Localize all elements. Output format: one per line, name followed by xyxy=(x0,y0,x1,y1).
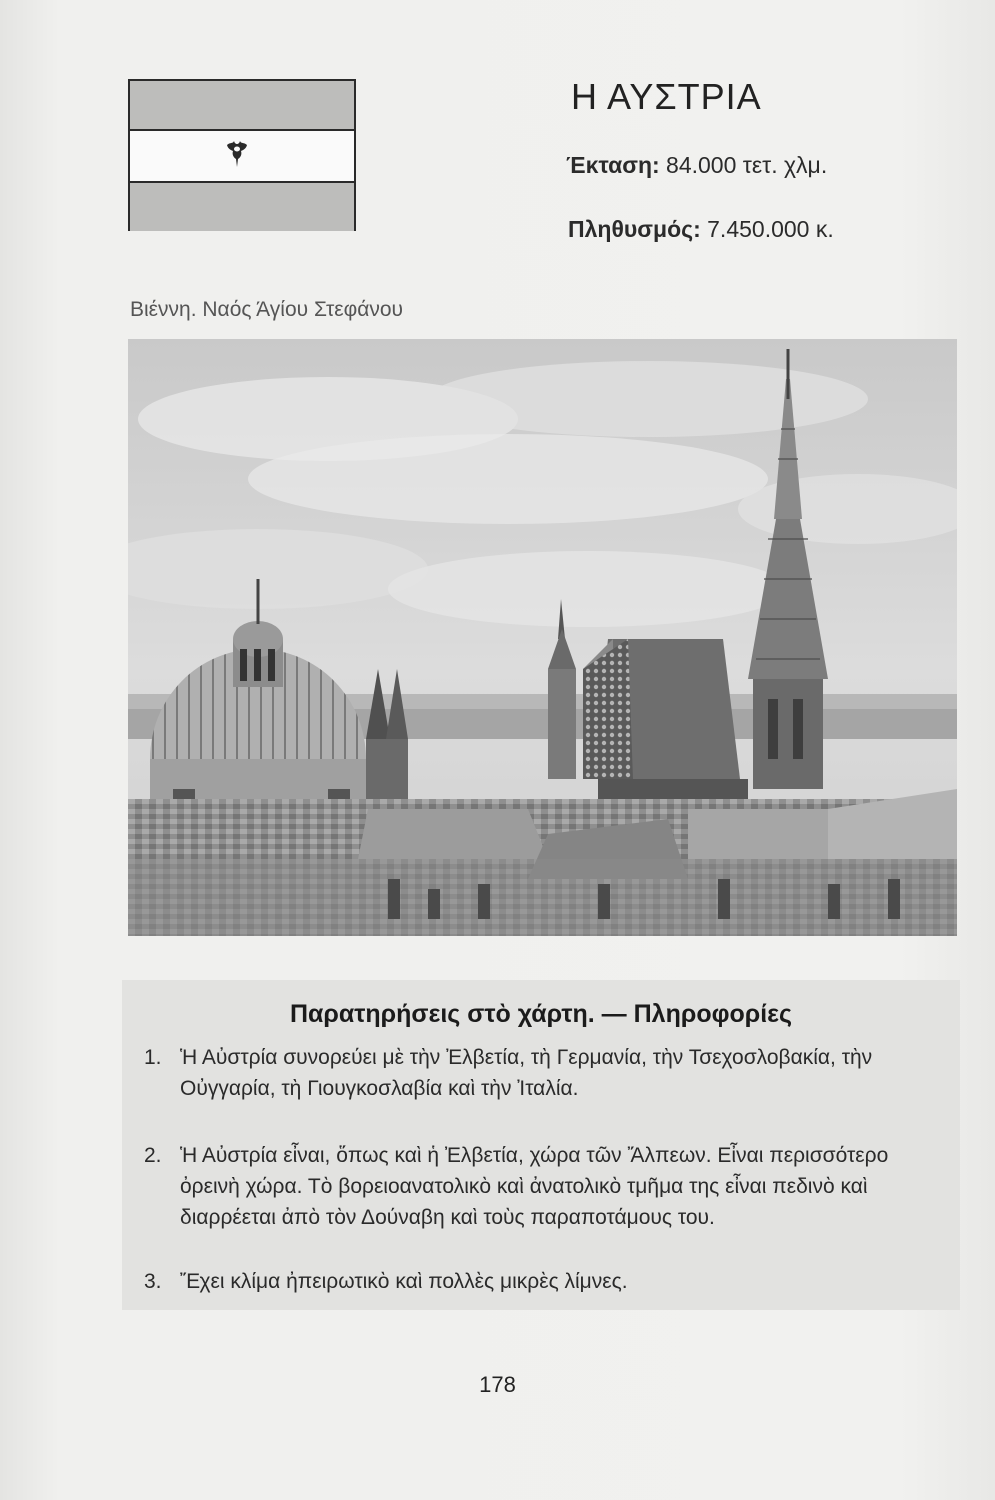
note-number: 2. xyxy=(144,1144,162,1167)
vienna-photo xyxy=(128,339,957,936)
note-item xyxy=(144,1140,945,1233)
population-stat xyxy=(568,216,834,243)
flag-stripe-bottom xyxy=(130,181,354,231)
photo-caption: Βιέννη. Ναός Άγίου Στεφάνου xyxy=(130,298,404,321)
area-stat xyxy=(566,152,827,179)
note-item xyxy=(144,1266,945,1297)
note-number: 1. xyxy=(144,1046,162,1069)
notes-title: Παρατηρήσεις στὸ χάρτη. — Πληροφορίες xyxy=(289,1000,793,1028)
note-item xyxy=(144,1042,945,1104)
page-title: Η ΑΥΣΤΡΙΑ xyxy=(571,76,762,117)
population-value: 7.450.000 κ. xyxy=(707,216,834,242)
page-number: 178 xyxy=(479,1372,516,1397)
eagle-emblem-icon xyxy=(224,139,250,169)
note-number: 3. xyxy=(144,1270,162,1293)
vienna-skyline-illustration xyxy=(128,339,957,936)
notes-section xyxy=(122,980,960,1310)
flag-stripe-top xyxy=(130,81,354,131)
note-text: Ἔχει κλίμα ἠπειρωτικὸ καὶ πολλὲς μικρὲς λίμνες. xyxy=(180,1270,628,1293)
area-value: 84.000 τετ. χλμ. xyxy=(666,152,828,178)
area-label: Έκταση: xyxy=(566,152,660,178)
population-label: Πληθυσμός: xyxy=(568,216,701,242)
note-text: Ἡ Αὐστρία εἶναι, ὅπως καὶ ἡ Ἐλβετία, χώρα τῶν Ἄλπεων. Εἶναι περισσότερο ὀρεινὴ χώρα. Τὸ βορειοανατολικὸ καὶ ἀνατολικὸ τμῆμα της εἶναι πεδινὸ καὶ διαρρέεται ἀπὸ τὸν Δούναβη καὶ τοὺς παραποτάμους του. xyxy=(180,1144,889,1229)
austria-flag xyxy=(128,79,356,231)
note-text: Ἡ Αὐστρία συνορεύει μὲ τὴν Ἐλβετία, τὴ Γερμανία, τὴν Τσεχοσλοβακία, τὴν Οὐγγαρία, τὴ Γιουγκοσλαβία καὶ τὴν Ἰταλία. xyxy=(180,1046,873,1100)
